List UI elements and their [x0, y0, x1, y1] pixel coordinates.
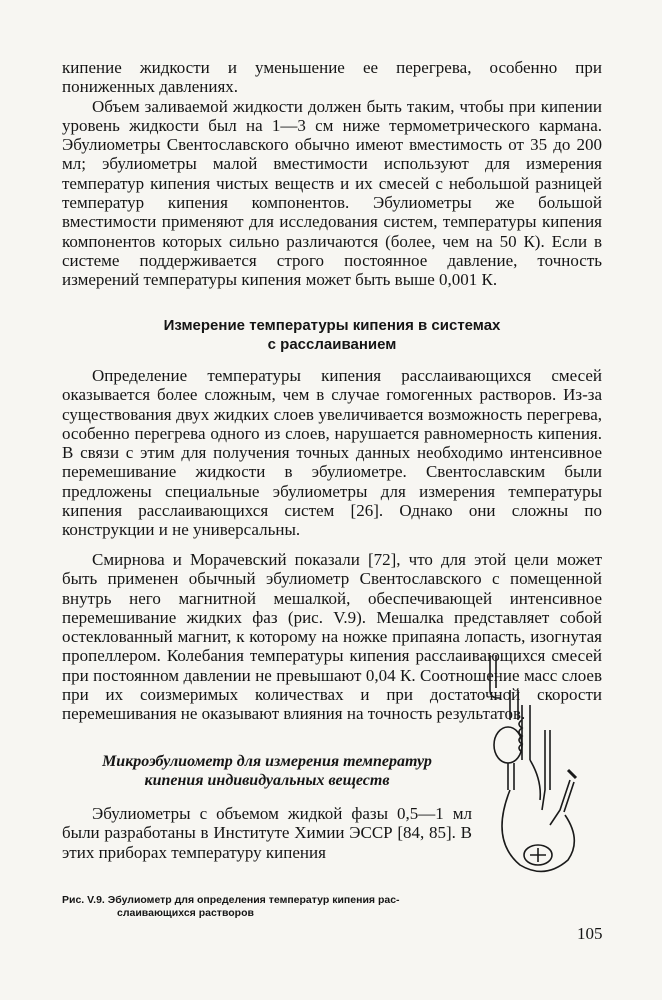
paragraph-definition: Определение температуры кипения расслаивающихся смесей оказывается более сложным, чем в случае гомогенных растворов. Из-за существования двух жидких слоев увеличивается возможность перегрева, особенно перегрева одного из слоев, нарушается равномерность кипения. В связи с этим для получения точных данных необходимо интенсивное перемешивание жидкости в эбулиометре. Свентославским были предложены специальные эбулиометры для измерения температуры кипения расслаивающихся систем [26]. Однако они сложны по конструкции и не универсальны. [62, 366, 602, 540]
section-heading-micro [62, 752, 472, 790]
paragraph-volume: Объем заливаемой жидкости должен быть таким, чтобы при кипении уровень жидкости был на 1—3 см ниже термометрического кармана. Эбулиометры Свентославского обычно имеют вместимость от 35 до 200 мл; эбулиометры малой вместимости используют для измерения температур кипения чистых веществ и их смесей с небольшой разницей температур кипения компонентов. Эбулиометры же большой вместимости применяют для исследования систем, температуры кипения компонентов которых сильно различаются (более, чем на 50 К). Если в системе поддерживается строго постоянное давление, точность измерений температуры кипения может быть выше 0,001 К. [62, 96, 602, 290]
paragraph-smirnova: Смирнова и Морачевский показали [72], что для этой цели может быть применен обычный эбулиометр Свентославского с помещенной внутрь него магнитной мешалкой, обеспечивающей интенсивное перемешивание жидких фаз (рис. V.9). Мешалка представляет собой остеклованный магнит, к которому на ножке припаяна лопасть, изогнутая пропеллером. Колебания температуры кипения расслаивающихся смесей при постоянном давлении не превышают 0,04 К. Соотношение масс слоев при их соизмеримых количествах и при достаточной скорости перемешивания не оказывают влияния на точность результатов. [62, 550, 602, 724]
ebulliometer-drawing-icon [470, 650, 620, 890]
paragraph-micro: Эбулиометры с объемом жидкой фазы 0,5—1 мл были разработаны в Институте Химии ЭССР [84, 85]. В этих приборах температуру кипения [62, 804, 472, 862]
caption-line-2: слаивающихся растворов [117, 907, 254, 919]
page-number: 105 [577, 924, 603, 943]
caption-line-1: Рис. V.9. Эбулиометр для определения температур кипения рас- [62, 894, 400, 906]
paragraph-continuation: кипение жидкости и уменьшение ее перегрева, особенно при пониженных давлениях. [62, 58, 602, 97]
heading-line-2: с расслаиванием [267, 336, 397, 353]
heading-line-1: Измерение температуры кипения в системах [163, 317, 501, 334]
heading2-line-2: кипения индивидуальных веществ [144, 772, 390, 789]
heading2-line-1: Микроэбулиометр для измерения температур [102, 753, 432, 770]
text-block-top [62, 58, 602, 290]
figure-caption [62, 894, 482, 920]
text-block-last [62, 804, 472, 862]
text-block-mid [62, 366, 602, 540]
section-heading-layering [62, 316, 602, 354]
